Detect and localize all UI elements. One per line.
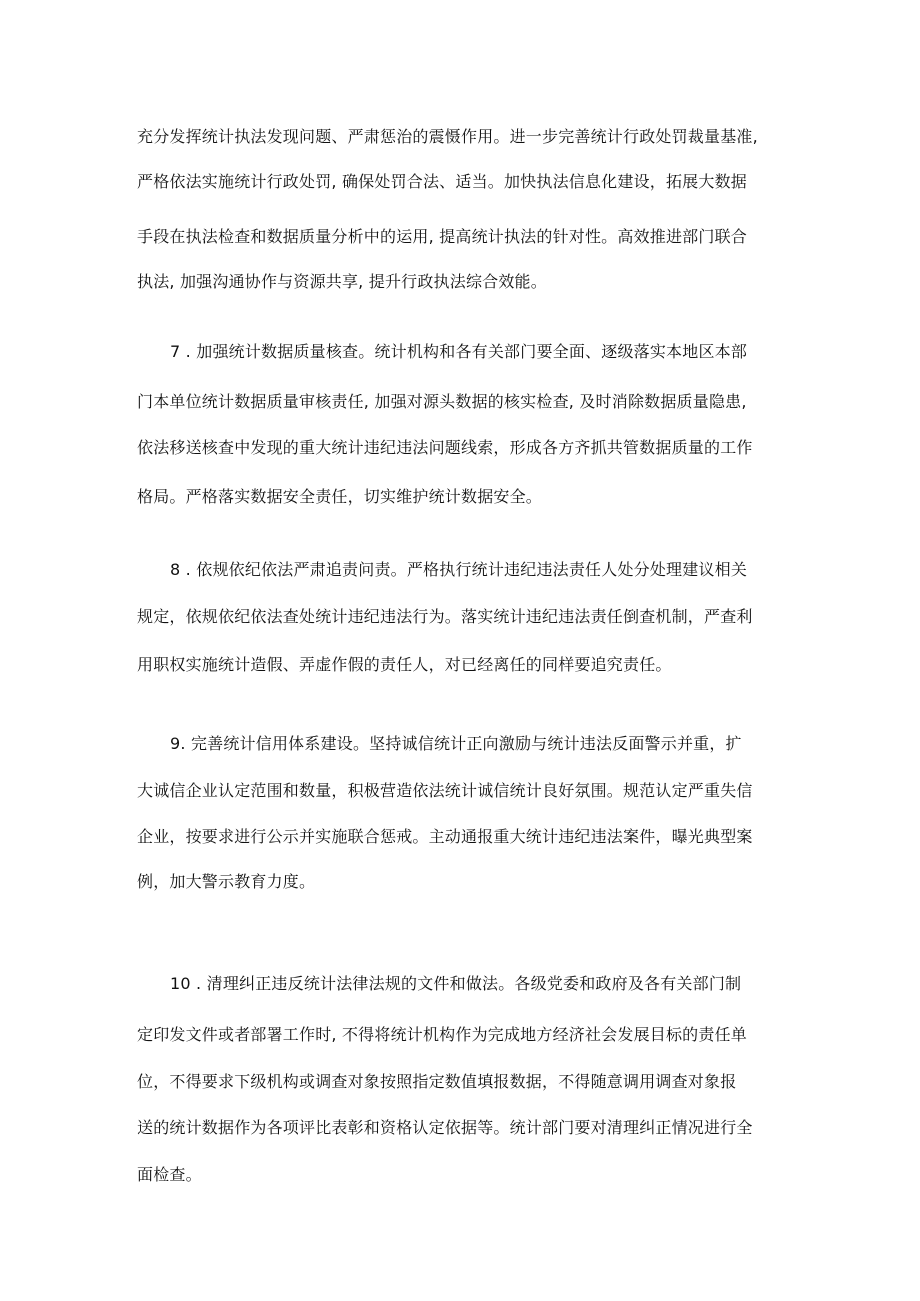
paragraph-5-line-4: 送的统计数据作为各项评比表彰和资格认定依据等。统计部门要对清理纠正情况进行全: [137, 1118, 753, 1137]
paragraph-5-line-3: 位，不得要求下级机构或调查对象按照指定数值填报数据，不得随意调用调查对象报: [137, 1072, 737, 1091]
paragraph-4-line-1: 9. 完善统计信用体系建设。坚持诚信统计正向激励与统计违法反面警示并重，扩: [170, 734, 742, 753]
paragraph-3-line-3: 用职权实施统计造假、弄虚作假的责任人，对已经离任的同样要追究责任。: [137, 655, 672, 674]
paragraph-1-line-1: 充分发挥统计执法发现问题、严肃惩治的震慑作用。进一步完善统计行政处罚裁量基准,: [137, 127, 758, 146]
paragraph-5-line-1: 10 . 清理纠正违反统计法律法规的文件和做法。各级党委和政府及各有关部门制: [170, 974, 742, 993]
paragraph-5-line-2: 定印发文件或者部署工作时, 不得将统计机构作为完成地方经济社会发展目标的责任单: [137, 1025, 747, 1044]
paragraph-5-line-5: 面检查。: [137, 1165, 202, 1184]
paragraph-4-line-2: 大诚信企业认定范围和数量，积极营造依法统计诚信统计良好氛围。规范认定严重失信: [137, 781, 753, 800]
paragraph-3-line-1: 8 . 依规依纪依法严肃追责问责。严格执行统计违纪违法责任人处分处理建议相关: [170, 560, 748, 579]
paragraph-2-line-3: 依法移送核查中发现的重大统计违纪违法问题线索，形成各方齐抓共管数据质量的工作: [137, 438, 753, 457]
paragraph-2-line-1: 7 . 加强统计数据质量核查。统计机构和各有关部门要全面、逐级落实本地区本部: [170, 342, 748, 361]
paragraph-2-line-4: 格局。严格落实数据安全责任，切实维护统计数据安全。: [137, 487, 543, 506]
paragraph-2-line-2: 门本单位统计数据质量审核责任, 加强对源头数据的核实检查, 及时消除数据质量隐患,: [137, 392, 747, 411]
paragraph-1-line-2: 严格依法实施统计行政处罚, 确保处罚合法、适当。加快执法信息化建设，拓展大数据: [137, 172, 747, 191]
paragraph-4-line-4: 例，加大警示教育力度。: [137, 872, 316, 891]
paragraph-1-line-3: 手段在执法检查和数据质量分析中的运用, 提高统计执法的针对性。高效推进部门联合: [137, 227, 747, 246]
paragraph-1-line-4: 执法, 加强沟通协作与资源共享, 提升行政执法综合效能。: [137, 272, 547, 291]
paragraph-3-line-2: 规定，依规依纪依法查处统计违纪违法行为。落实统计违纪违法责任倒查机制，严查利: [137, 607, 753, 626]
paragraph-4-line-3: 企业，按要求进行公示并实施联合惩戒。主动通报重大统计违纪违法案件，曝光典型案: [137, 827, 753, 846]
